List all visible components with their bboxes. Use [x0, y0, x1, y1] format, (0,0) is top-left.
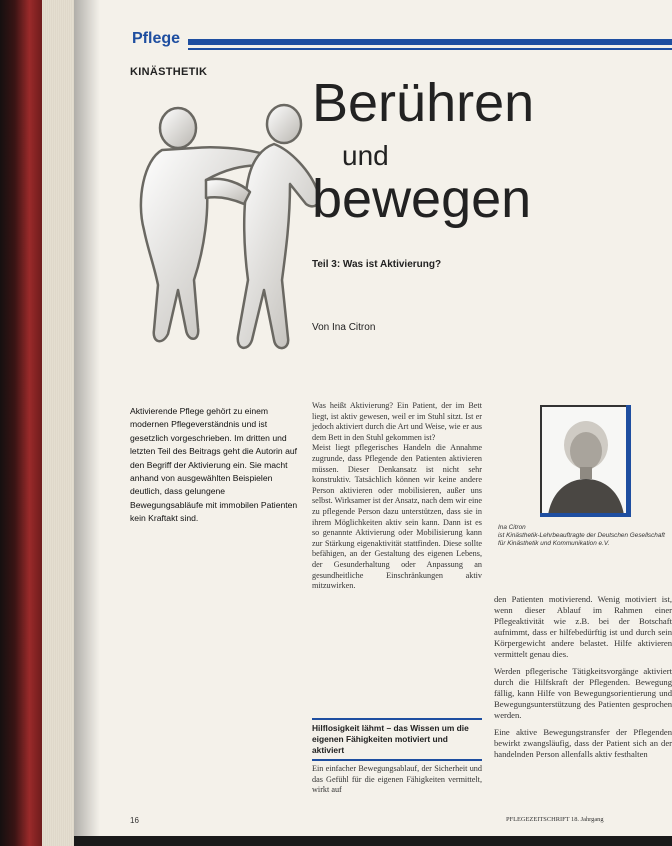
headline-line-3: bewegen [312, 169, 532, 229]
body-column-2 [312, 401, 482, 592]
body-column-3 [494, 594, 672, 766]
section-rubric: Pflege [132, 30, 181, 47]
page-number: 16 [130, 816, 139, 825]
magazine-page [74, 0, 672, 846]
portrait-accent-bar-bottom [540, 513, 631, 517]
body-paragraph: Was heißt Aktivierung? Ein Patient, der im Bett liegt, ist aktiv gewesen, weil er im Stuhl sitzt. Ist er jedoch aktiviert durch die Art und Weise, wie er aus dem Bett in den Stuhl gekommen ist? [312, 401, 482, 442]
topic-kicker: KINÄSTHETIK [130, 66, 208, 78]
rubric-rule [188, 39, 672, 45]
caption-name: Ina Citron [498, 524, 526, 531]
article-subtitle: Teil 3: Was ist Aktivierung? [312, 259, 442, 270]
pull-quote: Hilflosigkeit lähmt – das Wissen um die eigenen Fähigkeiten motiviert und aktiviert [312, 718, 482, 761]
two-figures-illustration [114, 80, 334, 370]
portrait-accent-bar [626, 405, 631, 517]
body-paragraph: Eine aktive Bewegungstransfer der Pflegenden bewirkt zwangsläufig, dass der Patient sich an der handelnden Person allenfalls aktiv festhalten [494, 727, 672, 759]
body-column-2-continued [312, 764, 482, 796]
author-portrait-image [542, 407, 628, 515]
body-paragraph: Ein einfacher Bewegungsablauf, der Sicherheit und das Gefühl für die eigenen Fähigkeiten vermittelt, wirkt auf [312, 764, 482, 795]
page-edges [42, 0, 74, 846]
body-paragraph: Meist liegt pflegerisches Handeln die Annahme zugrunde, dass Pflegende den Patienten aktivieren müssen. Dieser Denkansatz ist nicht sehr konstruktiv. Tatsächlich können wir keine andere Person aktivieren oder mobilisieren, außer uns selbst. Wirksamer ist der Ansatz, nach dem wir eine zu pflegende Person dazu unterstützen, dass sie in ihrem Möglichkeiten aktiv sein kann. Dann ist es so genannte Aktivierung oder Mobilisierung kann zur Stärkung eigenaktivität stattfinden. Diese sollte befähigen, an der Gestaltung des eigenen Lebens, der Gesunderhaltung oder Anpassung an gesundheitliche Einschränkungen aktiv mitzuwirken. [312, 443, 482, 591]
body-paragraph: den Patienten motivierend. Wenig motiviert ist, wenn dieser Ablauf im Rahmen einer Pflegeaktivität wie z.B. bei der Botschaft aufnimmt, dass er hilfebedürftig ist und durch sein Körpergewicht andere belastet. Hilfe aktivieren vermittelt genau dies. [494, 594, 672, 659]
author-byline: Von Ina Citron [312, 322, 376, 333]
body-paragraph: Werden pflegerische Tätigkeitsvorgänge aktiviert durch die Hilfskraft der Pflegenden. Bewegung fällig, kann Hilfe von Bewegungsorientierung und Bewegungsunterstützung des Patienten gesprochen werden. [494, 666, 672, 720]
lead-paragraph: Aktivierende Pflege gehört zu einem modernen Pflegeverständnis und ist gesetzlich vorgeschrieben. Im dritten und letzten Teil des Beitrags geht die Autorin auf den Begriff der Aktivierung ein. Sie macht anhand von ausgewählten Beispielen deutlich, dass gelungene Bewegungsabläufe mit immobilen Patienten kein Kraftakt sind. [130, 406, 298, 524]
author-portrait [540, 405, 630, 517]
running-footer: PFLEGEZEITSCHRIFT 18. Jahrgang [506, 816, 604, 823]
headline-line-2: und [342, 140, 389, 171]
caption-role: ist Kinästhetik-Lehrbeauftragte der Deutschen Gesellschaft für Kinästhetik und Kommunikation e.V. [498, 532, 665, 547]
portrait-caption [498, 524, 672, 548]
book-spine [0, 0, 42, 846]
headline-line-1: Berühren [312, 73, 535, 133]
rubric-rule-thin [188, 48, 672, 50]
bottom-shadow [74, 836, 672, 846]
